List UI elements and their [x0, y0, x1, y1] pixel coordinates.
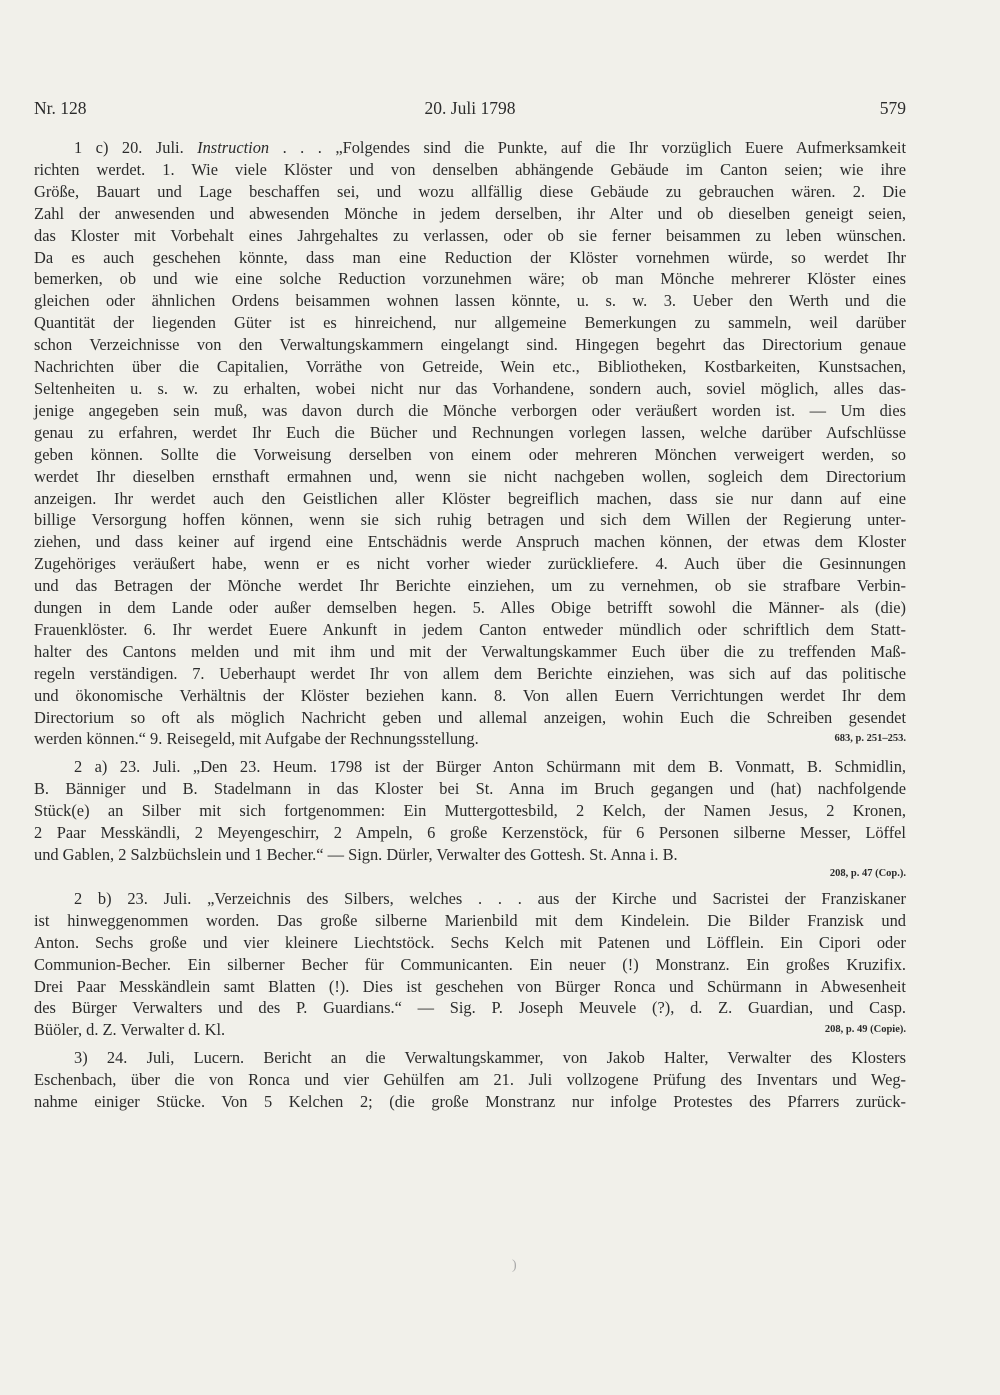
- text-line: B. Bänniger und B. Stadelmann in das Kloster bei St. Anna im Bruch gegangen und (hat) nachfolgende: [34, 779, 906, 799]
- text-line: geben können. Sollte die Vorweisung derselben von einem oder mehreren Mönchen verweigert werden, so: [34, 444, 906, 464]
- source-reference: 208, p. 47 (Cop.).: [829, 867, 906, 879]
- header-number: Nr. 128: [34, 98, 87, 118]
- document-body: [34, 137, 906, 1113]
- text-line: genau zu erfahren, werdet Ihr Euch die Bücher und Rechnungen vorlegen lassen, welche darüber Aufschlüsse: [34, 422, 906, 442]
- text-line: werden können.“ 9. Reisegeld, mit Aufgabe der Rechnungsstellung. 683, p. 251–253.: [34, 729, 906, 749]
- text-line: ist hinweggenommen worden. Das große silberne Marienbild mit dem Kindelein. Die Bilder Franzisk und: [34, 910, 906, 930]
- text-line: Drei Paar Messkändlein samt Blatten (!). Dies ist geschehen von Bürger Ronca und Schürmann in Abwesenheit: [34, 976, 906, 996]
- document-entry: [34, 888, 906, 1041]
- text-line: ziehen, und dass keiner auf irgend eine Entschädnis werde Anspruch machen können, der etwas dem Kloster: [34, 532, 906, 552]
- text-line: Directorium so oft als möglich Nachricht geben und allemal anzeigen, wohin Euch die Schreiben gesendet: [34, 707, 906, 727]
- document-entry: [34, 756, 906, 882]
- text-line: Zahl der anwesenden und abwesenden Mönche in jedem derselben, ihr Alter und ob dieselben geneigt seien,: [34, 203, 906, 223]
- text-line: Größe, Bauart und Lage beschaffen sei, und wozu allfällig diese Gebäude zu gebrauchen wären. 2. Die: [34, 181, 906, 201]
- text-line: gleichen oder ähnlichen Ordens beisammen wohnen lassen könnte, u. s. w. 3. Ueber den Werth und die: [34, 291, 906, 311]
- text-line: 1 c) 20. Juli. Instruction . . . „Folgendes sind die Punkte, auf die Ihr vorzüglich Euere Aufmerksamkeit: [74, 138, 906, 157]
- source-reference: 208, p. 49 (Copie).: [824, 1024, 906, 1036]
- text-line: Quantität der liegenden Güter ist es hinreichend, nur allgemeine Bemerkungen zu sammeln, weil darüber: [34, 313, 906, 333]
- text-line: Da es auch geschehen könnte, dass man eine Reduction der Klöster vornehmen würde, so werdet Ihr: [34, 247, 906, 267]
- text-line: 2 a) 23. Juli. „Den 23. Heum. 1798 ist der Bürger Anton Schürmann mit dem B. Vonmatt, B. Schmidlin,: [74, 757, 906, 777]
- document-entry: [34, 137, 906, 750]
- text-line: regeln verständigen. 7. Ueberhaupt werdet Ihr von allem dem Berichte einziehen, was sich auf das politische: [34, 663, 906, 683]
- text-line: schon Verzeichnisse von den Verwaltungskammern eingelangt sind. Hingegen begehrt das Directorium genaue: [34, 335, 906, 355]
- text-line: und Gablen, 2 Salzbüchslein und 1 Becher.“ — Sign. Dürler, Verwalter des Gottesh. St. Anna i. B.: [34, 845, 678, 864]
- text-line: werdet Ihr dieselben ernsthaft ermahnen und, wenn sie nicht nachgeben wollen, sogleich dem Directorium: [34, 466, 906, 486]
- source-reference: 683, p. 251–253.: [834, 733, 906, 745]
- text-line: richten werdet. 1. Wie viele Klöster und von denselben abhängende Gebäude im Canton seien; wie ihre: [34, 159, 906, 179]
- text-line: Zugehöriges veräußert habe, wenn er es nicht vorher wieder zurückliefere. 4. Auch über die Gesinnungen: [34, 554, 906, 574]
- document-entry: [34, 1047, 906, 1113]
- text-line: Eschenbach, über die von Ronca und vier Gehülfen am 21. Juli vollzogene Prüfung des Inventars und Weg-: [34, 1070, 906, 1090]
- text-line: halter des Cantons melden und mit ihm und mit der Verwaltungskammer Euch über die zu treffenden Maß-: [34, 641, 906, 661]
- text-line: bemerken, ob und wie eine solche Reduction vorzunehmen wäre; ob man Mönche mehrerer Klöster eines: [34, 269, 906, 289]
- text-line: Nachrichten über die Capitalien, Vorräthe von Getreide, Wein etc., Bibliotheken, Kostbarkeiten, Kunstsachen,: [34, 357, 906, 377]
- text-line: Seltenheiten u. s. w. zu erhalten, wobei nicht nur das Vorhandene, sondern auch, soviel möglich, alles das-: [34, 378, 906, 398]
- text-line: Communion-Becher. Ein silberner Becher für Communicanten. Ein neuer (!) Monstranz. Ein großes Kruzifix.: [34, 954, 906, 974]
- italic-term: Instruction: [197, 138, 270, 157]
- text-line: jenige angegeben sein muß, was davon durch die Mönche verborgen oder veräußert worden ist. — Um dies: [34, 400, 906, 420]
- text-line: Büöler, d. Z. Verwalter d. Kl. 208, p. 49 (Copie).: [34, 1020, 906, 1040]
- text-line: Anton. Sechs große und vier kleinere Liechtstöck. Sechs Kelch mit Patenen und Löfflein. Ein Cipori oder: [34, 932, 906, 952]
- text-line: billige Versorgung hoffen können, wenn sie sich ruhig betragen und sich dem Willen der Regierung unter-: [34, 510, 906, 530]
- text-line: 2 b) 23. Juli. „Verzeichnis des Silbers, welches . . . aus der Kirche und Sacristei der Franziskaner: [74, 888, 906, 908]
- text-line: und ökonomische Verhältnis der Klöster beziehen kann. 8. Von allen Euern Verrichtungen werdet Ihr dem: [34, 685, 906, 705]
- text-line: dungen in dem Lande oder außer demselben hegen. 5. Alles Obige betrifft sowohl die Männer- als (die): [34, 598, 906, 618]
- page-header: [34, 98, 906, 128]
- text-line: und das Betragen der Mönche werdet Ihr Berichte einziehen, um zu vernehmen, ob sie strafbare Verbin-: [34, 576, 906, 596]
- text-line: das Kloster mit Vorbehalt eines Jahrgehaltes zu verlassen, oder ob sie ferner beisammen zu leben wünschen.: [34, 225, 906, 245]
- page-number: 579: [879, 98, 906, 118]
- text-line: Frauenklöster. 6. Ihr werdet Euere Ankunft in jedem Canton entweder mündlich oder schriftlich dem Statt-: [34, 619, 906, 639]
- text-line: des Bürger Verwalters und des P. Guardians.“ — Sig. P. Joseph Meuvele (?), d. Z. Guardian, und Casp.: [34, 998, 906, 1018]
- header-date: 20. Juli 1798: [424, 98, 516, 118]
- text-line: 3) 24. Juli, Lucern. Bericht an die Verwaltungskammer, von Jakob Halter, Verwalter des Klosters: [74, 1048, 906, 1068]
- text-line: Stück(e) an Silber mit sich fortgenommen: Ein Muttergottesbild, 2 Kelch, der Namen Jesus, 2 Kronen,: [34, 801, 906, 821]
- text-line: 2 Paar Messkändli, 2 Meyengeschirr, 2 Ampeln, 6 große Kerzenstöck, für 6 Personen silberne Messer, Löffel: [34, 823, 906, 843]
- text-line: anzeigen. Ihr werdet auch den Geistlichen aller Klöster begreiflich machen, dass sie nur dann auf eine: [34, 488, 906, 508]
- footer-mark: ): [512, 1258, 517, 1273]
- text-line: nahme einiger Stücke. Von 5 Kelchen 2; (die große Monstranz nur infolge Protestes des Pfarrers zurück-: [34, 1092, 906, 1112]
